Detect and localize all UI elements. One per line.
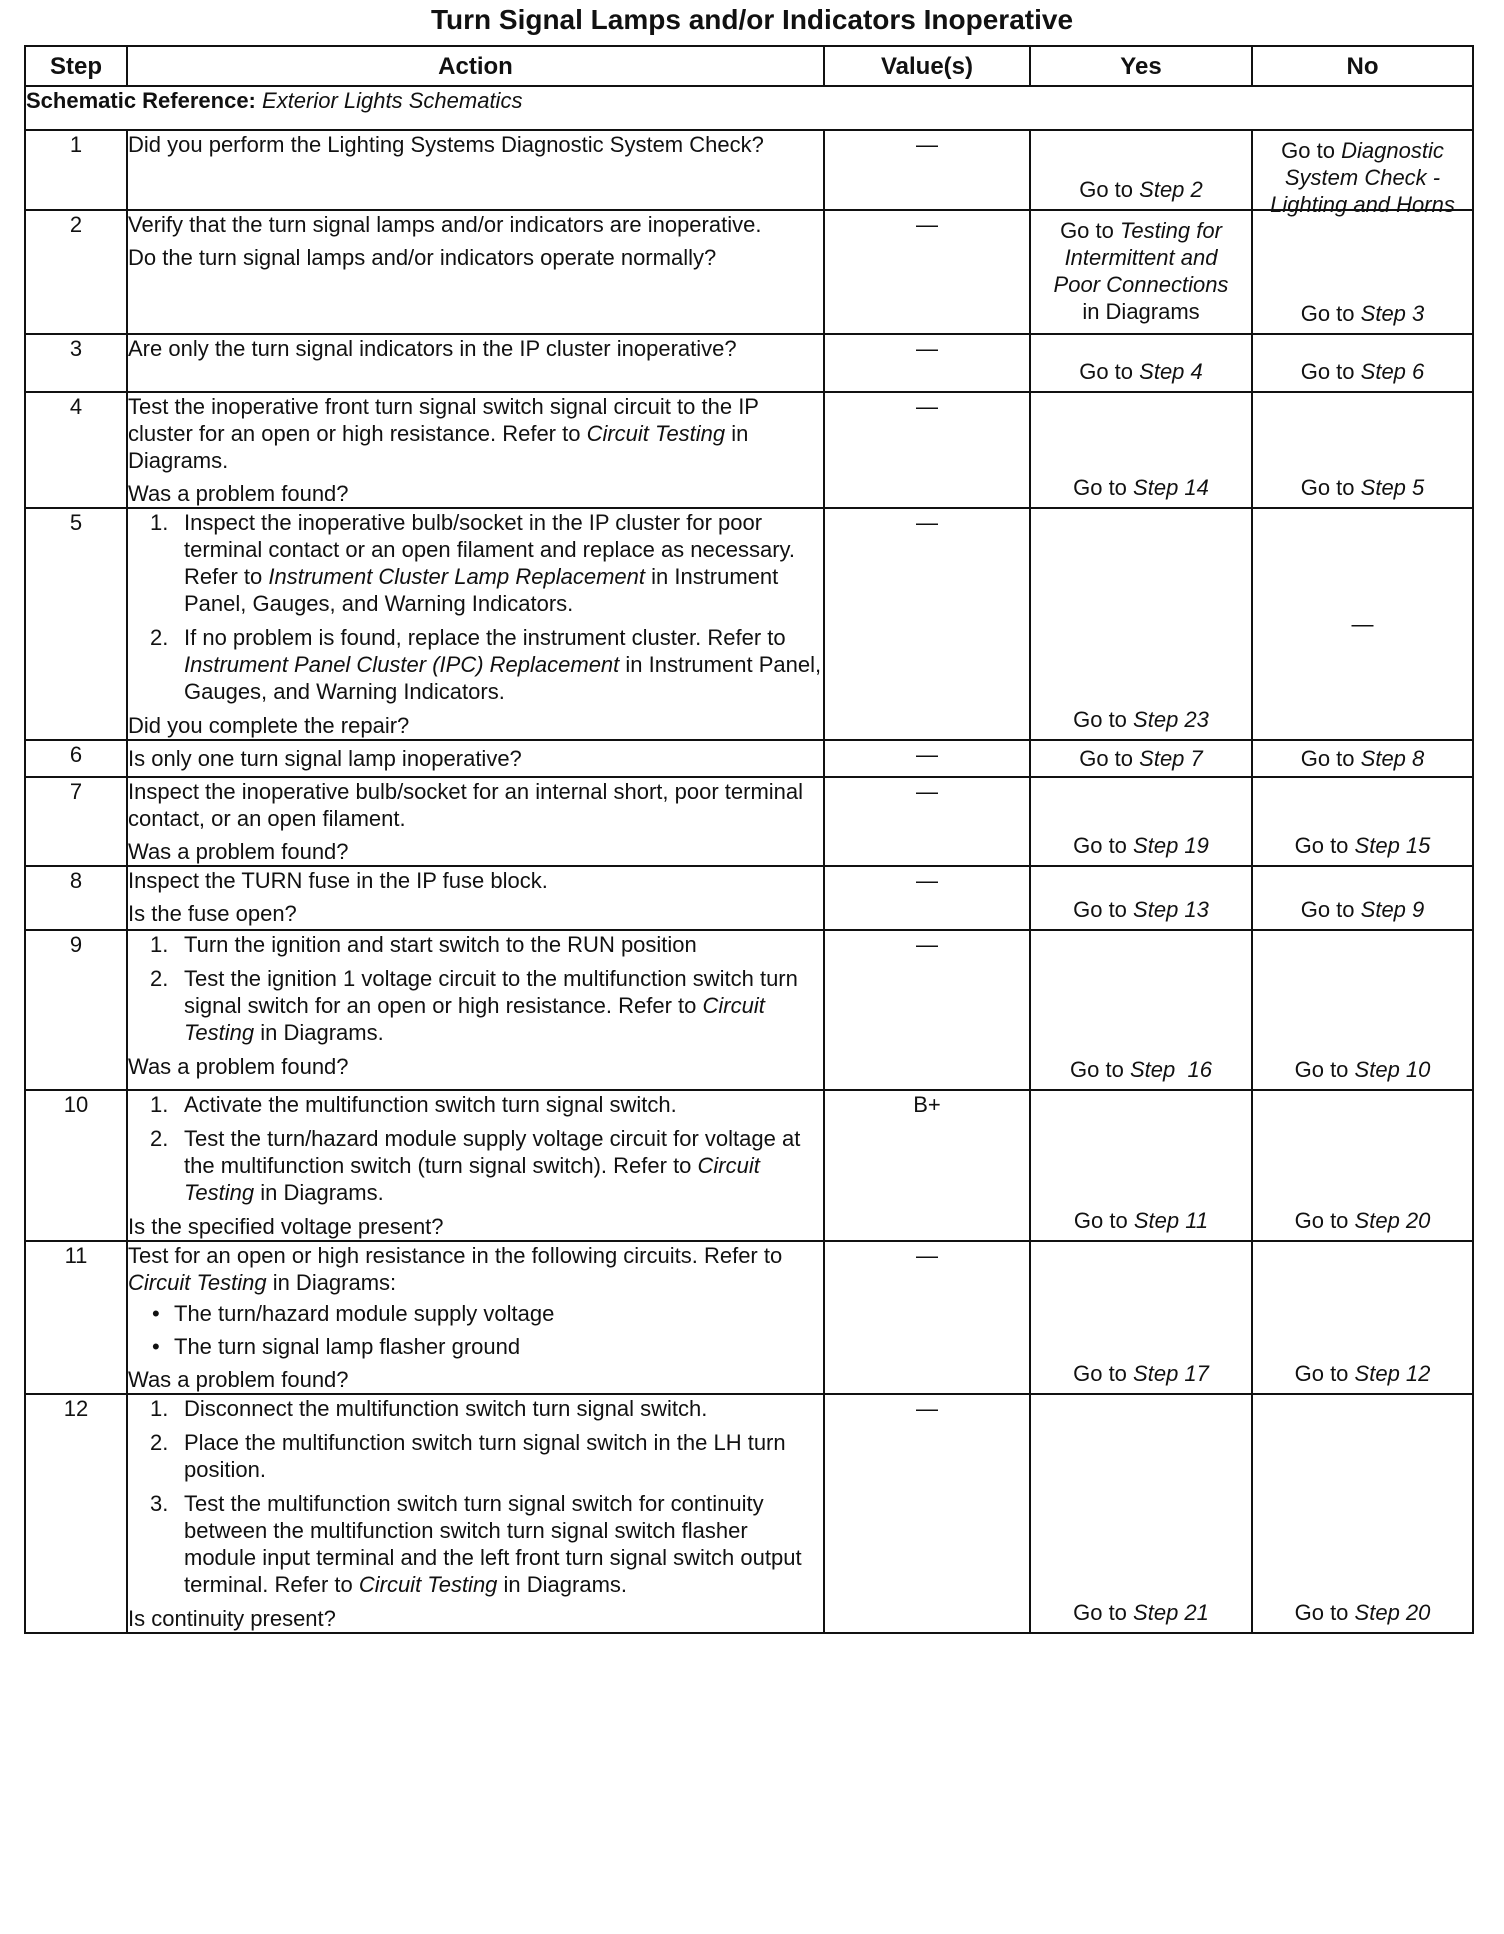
value-cell: B+ bbox=[824, 1090, 1030, 1241]
action-step: 2. Place the multifunction switch turn signal switch in the LH turn position. bbox=[150, 1430, 786, 1482]
no-cell bbox=[1252, 508, 1473, 740]
yes-cell bbox=[1030, 930, 1252, 1090]
yes-cell bbox=[1030, 130, 1252, 210]
no-cell bbox=[1252, 1090, 1473, 1241]
no-goto: Go to Diagnostic System Check - Lighting and Horns bbox=[1270, 138, 1455, 217]
value-cell: — bbox=[824, 334, 1030, 392]
step-number: 5 bbox=[25, 508, 127, 740]
circuit-testing-link: Circuit Testing bbox=[184, 993, 765, 1045]
no-cell bbox=[1252, 777, 1473, 866]
action-step: 2. Test the ignition 1 voltage circuit to the multifunction switch turn signal switch for an open or high resistance. Refer to Circuit Testing in Diagrams. bbox=[150, 966, 798, 1045]
yes-goto: Go to Step 21 bbox=[1073, 1600, 1209, 1625]
schematic-row bbox=[25, 86, 1473, 130]
no-cell bbox=[1252, 740, 1473, 777]
header-row bbox=[25, 46, 1473, 86]
action-text: Test for an open or high resistance in the following circuits. Refer to Circuit Testing in Diagrams: bbox=[128, 1243, 783, 1295]
action-question: Is continuity present? bbox=[128, 1606, 336, 1631]
action-step: 3. Test the multifunction switch turn signal switch for continuity between the multifunction switch turn signal switch flasher module input terminal and the left front turn signal switch output terminal. Refer to Circuit Testing in Diagrams. bbox=[150, 1491, 802, 1597]
action-question: Was a problem found? bbox=[128, 1054, 349, 1079]
action-cell bbox=[127, 210, 824, 334]
action-question: Was a problem found? bbox=[128, 481, 349, 506]
yes-goto: Go to Step 14 bbox=[1073, 475, 1209, 500]
yes-cell bbox=[1030, 866, 1252, 930]
action-text: Verify that the turn signal lamps and/or indicators are inoperative. bbox=[128, 212, 762, 237]
action-question: Is the specified voltage present? bbox=[128, 1214, 444, 1239]
no-value: — bbox=[1351, 611, 1374, 637]
no-cell bbox=[1252, 1241, 1473, 1394]
table-row bbox=[25, 508, 1473, 740]
circuit-testing-link: Circuit Testing bbox=[358, 1572, 498, 1597]
action-step: 1. Disconnect the multifunction switch turn signal switch. bbox=[150, 1396, 708, 1421]
action-cell bbox=[127, 392, 824, 508]
value-cell: — bbox=[824, 930, 1030, 1090]
header-step: Step bbox=[25, 46, 127, 86]
yes-cell bbox=[1030, 508, 1252, 740]
table-row bbox=[25, 866, 1473, 930]
yes-goto: Go to Step 16 bbox=[1070, 1057, 1212, 1082]
action-question: Was a problem found? bbox=[128, 839, 349, 864]
no-goto: Go to Step 3 bbox=[1300, 301, 1425, 326]
header-no: No bbox=[1252, 46, 1473, 86]
value-cell: — bbox=[824, 1394, 1030, 1633]
yes-goto: Go to Step 11 bbox=[1073, 1208, 1209, 1233]
action-cell bbox=[127, 1241, 824, 1394]
action-question: Did you perform the Lighting Systems Diagnostic System Check? bbox=[128, 132, 764, 157]
table-row bbox=[25, 930, 1473, 1090]
table-row bbox=[25, 210, 1473, 334]
action-cell bbox=[127, 740, 824, 777]
no-goto: Go to Step 10 bbox=[1294, 1057, 1431, 1082]
step-number: 1 bbox=[25, 130, 127, 210]
step-number: 8 bbox=[25, 866, 127, 930]
no-cell bbox=[1252, 210, 1473, 334]
step-number: 11 bbox=[25, 1241, 127, 1394]
no-cell bbox=[1252, 392, 1473, 508]
header-action: Action bbox=[127, 46, 824, 86]
action-question: Did you complete the repair? bbox=[128, 713, 410, 738]
step-number: 7 bbox=[25, 777, 127, 866]
yes-goto: Go to Step 7 bbox=[1079, 746, 1203, 771]
yes-cell bbox=[1030, 1394, 1252, 1633]
action-cell bbox=[127, 508, 824, 740]
diagnostic-table bbox=[24, 45, 1474, 1634]
yes-cell bbox=[1030, 334, 1252, 392]
action-step: 1. Activate the multifunction switch turn signal switch. bbox=[150, 1092, 677, 1117]
yes-goto: Go to Testing for Intermittent and Poor Connections in Diagrams bbox=[1053, 218, 1229, 324]
action-cell bbox=[127, 130, 824, 210]
schematic-link: Exterior Lights Schematics bbox=[262, 88, 523, 113]
action-text: Inspect the inoperative bulb/socket for an internal short, poor terminal contact, or an open filament. bbox=[128, 779, 804, 831]
action-question: Are only the turn signal indicators in the IP cluster inoperative? bbox=[128, 336, 737, 361]
table-row bbox=[25, 1241, 1473, 1394]
step-number: 10 bbox=[25, 1090, 127, 1241]
action-question: Do the turn signal lamps and/or indicators operate normally? bbox=[128, 245, 717, 270]
no-cell bbox=[1252, 1394, 1473, 1633]
value-cell: — bbox=[824, 210, 1030, 334]
step-number: 4 bbox=[25, 392, 127, 508]
action-cell bbox=[127, 1090, 824, 1241]
value-cell: — bbox=[824, 740, 1030, 777]
yes-goto: Go to Step 17 bbox=[1073, 1361, 1209, 1386]
header-values: Value(s) bbox=[824, 46, 1030, 86]
action-steps bbox=[128, 1395, 823, 1605]
yes-goto: Go to Step 2 bbox=[1079, 177, 1203, 202]
table-row bbox=[25, 740, 1473, 777]
action-step: 2. Test the turn/hazard module supply voltage circuit for voltage at the multifunction switch (turn signal switch). Refer to Circuit Testing in Diagrams. bbox=[150, 1126, 801, 1205]
table-row bbox=[25, 1090, 1473, 1241]
no-goto: Go to Step 8 bbox=[1300, 746, 1425, 771]
yes-goto: Go to Step 4 bbox=[1079, 359, 1203, 384]
lamp-replacement-link: Instrument Cluster Lamp Replacement bbox=[268, 564, 645, 589]
value-cell: — bbox=[824, 1241, 1030, 1394]
yes-cell bbox=[1030, 1090, 1252, 1241]
yes-cell bbox=[1030, 777, 1252, 866]
yes-goto: Go to Step 19 bbox=[1073, 833, 1209, 858]
action-cell bbox=[127, 777, 824, 866]
value-cell: — bbox=[824, 392, 1030, 508]
action-step: 2. If no problem is found, replace the instrument cluster. Refer to Instrument Panel Cluster (IPC) Replacement in Instrument Panel, Gauges, and Warning Indicators. bbox=[150, 625, 822, 704]
action-steps bbox=[128, 509, 823, 712]
circuit-testing-link: Circuit Testing bbox=[128, 1270, 267, 1295]
action-steps bbox=[128, 1091, 823, 1213]
step-number: 3 bbox=[25, 334, 127, 392]
value-cell: — bbox=[824, 130, 1030, 210]
ipc-replacement-link: Instrument Panel Cluster (IPC) Replacement bbox=[184, 652, 620, 677]
action-text: Inspect the TURN fuse in the IP fuse block. bbox=[128, 868, 548, 893]
list-item: • The turn signal lamp flasher ground bbox=[152, 1334, 521, 1359]
value-cell: — bbox=[824, 777, 1030, 866]
value-cell: — bbox=[824, 508, 1030, 740]
circuit-testing-link: Circuit Testing bbox=[184, 1153, 760, 1205]
yes-goto: Go to Step 13 bbox=[1073, 897, 1209, 922]
yes-goto: Go to Step 23 bbox=[1073, 707, 1209, 732]
action-question: Is the fuse open? bbox=[128, 901, 297, 926]
table-row bbox=[25, 130, 1473, 210]
header-yes: Yes bbox=[1030, 46, 1252, 86]
action-question: Was a problem found? bbox=[128, 1367, 349, 1392]
schematic-label: Schematic Reference: bbox=[26, 88, 256, 113]
no-goto: Go to Step 12 bbox=[1294, 1361, 1431, 1386]
action-cell bbox=[127, 1394, 824, 1633]
action-question: Is only one turn signal lamp inoperative? bbox=[128, 746, 522, 771]
no-goto: Go to Step 20 bbox=[1294, 1600, 1431, 1625]
circuit-testing-link: Circuit Testing bbox=[586, 421, 726, 446]
no-cell bbox=[1252, 866, 1473, 930]
step-number: 2 bbox=[25, 210, 127, 334]
step-number: 12 bbox=[25, 1394, 127, 1633]
no-goto: Go to Step 9 bbox=[1300, 897, 1425, 922]
yes-cell bbox=[1030, 210, 1252, 334]
action-steps bbox=[128, 931, 823, 1053]
value-cell: — bbox=[824, 866, 1030, 930]
no-goto: Go to Step 20 bbox=[1294, 1208, 1431, 1233]
table-row bbox=[25, 334, 1473, 392]
no-cell bbox=[1252, 130, 1473, 217]
list-item: • The turn/hazard module supply voltage bbox=[152, 1301, 555, 1326]
action-step: 1. Turn the ignition and start switch to the RUN position bbox=[150, 932, 697, 957]
no-cell bbox=[1252, 334, 1473, 392]
yes-cell bbox=[1030, 392, 1252, 508]
action-cell bbox=[127, 866, 824, 930]
no-goto: Go to Step 6 bbox=[1300, 359, 1425, 384]
schematic-reference bbox=[25, 86, 1473, 130]
page-title: Turn Signal Lamps and/or Indicators Inoperative bbox=[430, 4, 1074, 35]
yes-cell bbox=[1030, 1241, 1252, 1394]
action-step: 1. Inspect the inoperative bulb/socket in the IP cluster for poor terminal contact or an open filament and replace as necessary. Refer to Instrument Cluster Lamp Replacement in Instrument Panel, Gauges, and Warning Indicators. bbox=[150, 510, 796, 616]
no-goto: Go to Step 15 bbox=[1294, 833, 1431, 858]
table-row bbox=[25, 777, 1473, 866]
table-row bbox=[25, 392, 1473, 508]
step-number: 9 bbox=[25, 930, 127, 1090]
action-cell bbox=[127, 334, 824, 392]
action-text: Test the inoperative front turn signal switch signal circuit to the IP cluster for an open or high resistance. Refer to Circuit Testing in Diagrams. bbox=[128, 394, 759, 473]
no-goto: Go to Step 5 bbox=[1300, 475, 1425, 500]
step-number: 6 bbox=[25, 740, 127, 777]
yes-cell bbox=[1030, 740, 1252, 777]
table-row bbox=[25, 1394, 1473, 1633]
action-cell bbox=[127, 930, 824, 1090]
no-cell bbox=[1252, 930, 1473, 1090]
circuit-list bbox=[128, 1300, 823, 1366]
